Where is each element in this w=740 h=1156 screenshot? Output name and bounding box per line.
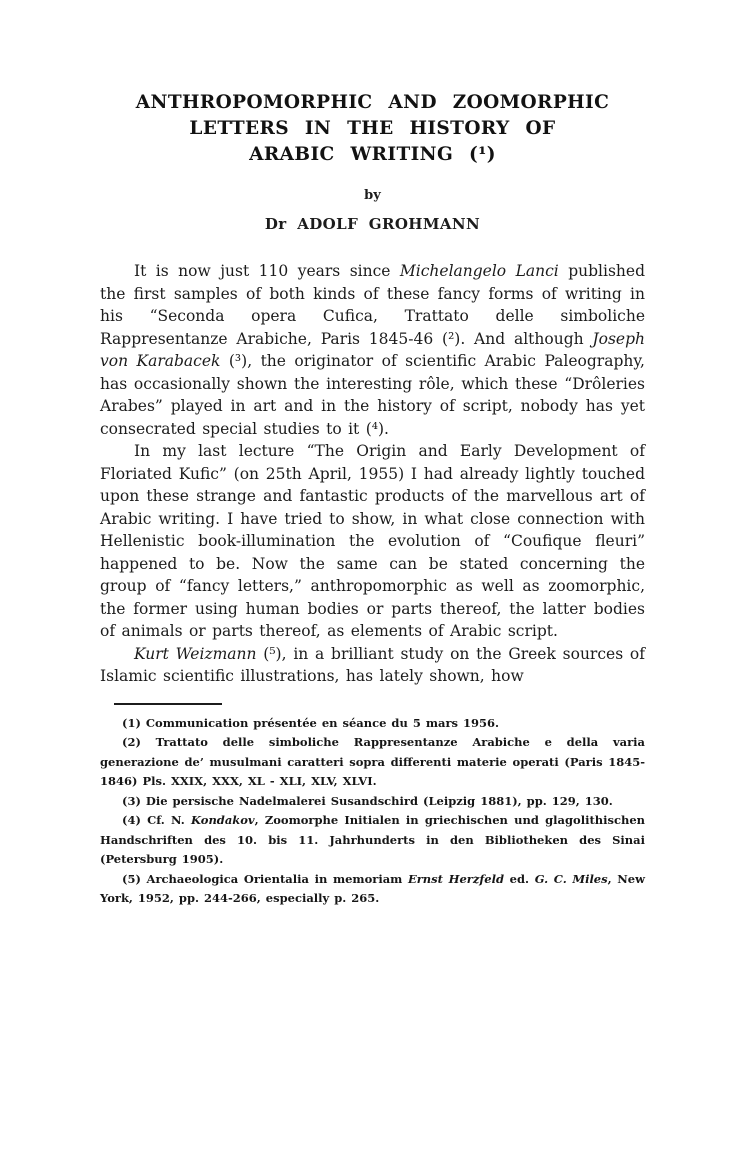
paragraph-2: In my last lecture “The Origin and Early Development of Floriated Kufic” (on 25th April, 1955) I had already lightly touched upon these strange and fantastic products of the marvellous art of Arabic writing. I have tried to show, in what close connection with Hellenistic book-illumination the evolution of “Coufique fleuri” happened to be. Now the same can be stated concerning the group of “fancy letters,” anthropomorphic as well as zoomorphic, the former using human bodies or parts thereof, the latter bodies of animals or parts thereof, as elements of Arabic script. bbox=[100, 442, 645, 640]
footnotes-section bbox=[100, 714, 645, 909]
paragraph-3: Kurt Weizmann (⁵), in a brilliant study on the Greek sources of Islamic scientific illustrations, has lately shown, how bbox=[100, 644, 645, 685]
article-title-line-2: LETTERS IN THE HISTORY OF bbox=[189, 118, 556, 139]
article-body bbox=[100, 260, 645, 688]
footnote-3: (3) Die persische Nadelmalerei Susandschird (Leipzig 1881), pp. 129, 130. bbox=[122, 793, 613, 808]
article-title-line-1: ANTHROPOMORPHIC AND ZOOMORPHIC bbox=[135, 92, 610, 113]
footnote-4: (4) Cf. N. Kondakov, Zoomorphe Initialen in griechischen und glagolithischen Handschriften des 10. bis 11. Jahrhunderts in den Bibliotheken des Sinai (Petersburg 1905). bbox=[100, 813, 645, 866]
paragraph-1: It is now just 110 years since Michelangelo Lanci published the first samples of both kinds of these fancy forms of writing in his “Seconda opera Cufica, Trattato delle simboliche Rappresentanze Arabiche, Paris 1845-46 (²). And although Joseph von Karabacek (³), the originator of scientific Arabic Paleography, has occasionally shown the interesting rôle, which these “Drôleries Arabes” played in art and in the history of script, nobody has yet consecrated special studies to it (⁴). bbox=[100, 262, 645, 438]
article-title bbox=[100, 90, 645, 168]
author-name: Dr ADOLF GROHMANN bbox=[264, 215, 481, 233]
article-title-line-3: ARABIC WRITING (¹) bbox=[249, 144, 496, 165]
footnote-1: (1) Communication présentée en séance du 5 mars 1956. bbox=[122, 715, 500, 730]
footnote-separator-rule bbox=[114, 703, 222, 705]
footnote-2: (2) Trattato delle simboliche Rappresentanze Arabiche e della varia generazione de’ musulmani caratteri sopra differenti materie operati (Paris 1845-1846) Pls. XXIX, XXX, XL - XLI, XLV, XLVI. bbox=[100, 735, 645, 788]
footnote-5: (5) Archaeologica Orientalia in memoriam Ernst Herzfeld ed. G. C. Miles, New York, 1952, pp. 244-266, especially p. 265. bbox=[100, 871, 645, 905]
byline-intro: by bbox=[364, 188, 381, 203]
